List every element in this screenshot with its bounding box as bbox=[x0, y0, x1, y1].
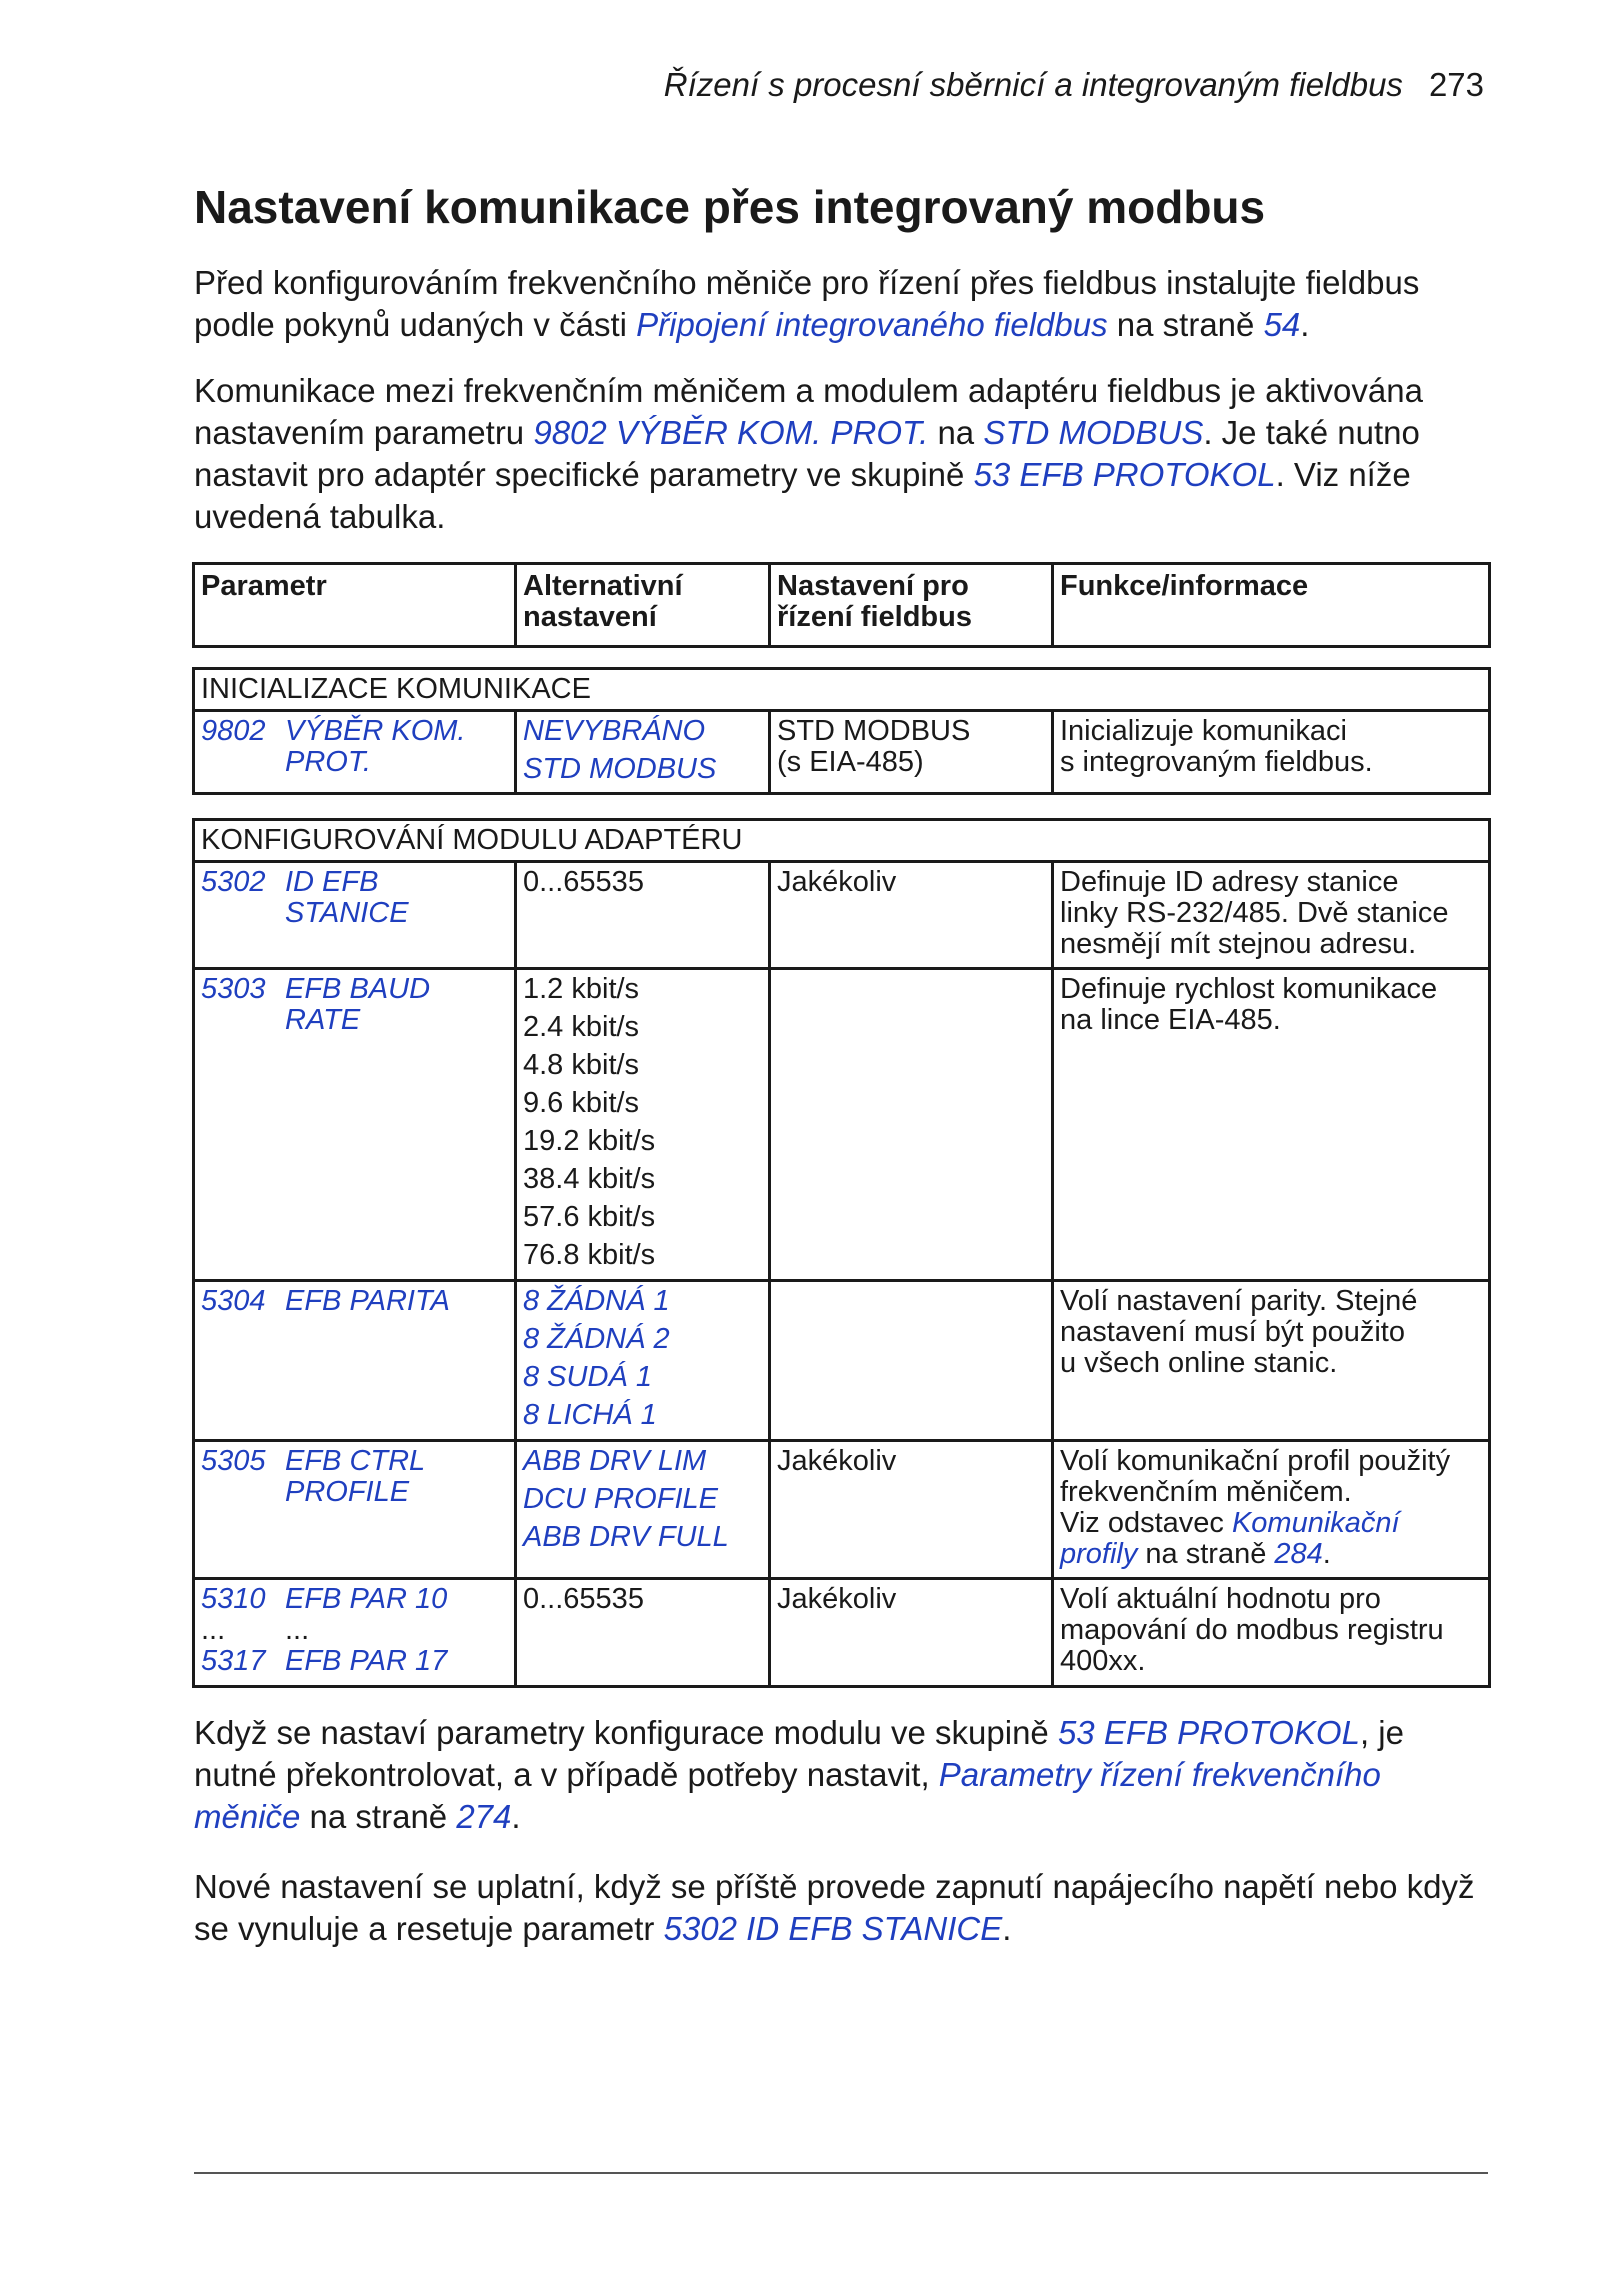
link-page-274[interactable]: 274 bbox=[456, 1798, 512, 1835]
col-header-parametr: Parametr bbox=[194, 564, 516, 647]
para1-text: Před konfigurováním frekvenčního měniče pro řízení přes fieldbus instalujte fieldbus podle pokynů udaných v části bbox=[194, 264, 1420, 343]
link-5302[interactable]: 5302 ID EFB STANICE bbox=[663, 1910, 1003, 1947]
para4-text2: . bbox=[1002, 1910, 1012, 1947]
param-number[interactable]: 5317 bbox=[201, 1645, 266, 1677]
param-name[interactable]: EFB PAR 10 bbox=[285, 1583, 448, 1615]
param-5302[interactable] bbox=[194, 862, 516, 969]
running-head bbox=[664, 66, 1484, 104]
alt-value: 19.2 kbit/s bbox=[523, 1125, 656, 1157]
link-komunikacni-profily-cont[interactable]: profily bbox=[1060, 1538, 1138, 1570]
alt-cell bbox=[516, 969, 770, 1281]
col-header-alternativni: Alternativní nastavení bbox=[516, 564, 770, 647]
param-5305[interactable] bbox=[194, 1441, 516, 1579]
param-number[interactable]: 5303 bbox=[201, 973, 266, 1005]
section-title-init: INICIALIZACE KOMUNIKACE bbox=[194, 669, 1490, 711]
alt-value[interactable]: 8 LICHÁ 1 bbox=[523, 1399, 657, 1431]
param-9802[interactable] bbox=[194, 711, 516, 794]
setting-value: Jakékoliv bbox=[770, 1441, 1053, 1579]
info-line: Definuje ID adresy stanice bbox=[1060, 866, 1399, 898]
setting-value: STD MODBUS bbox=[777, 715, 971, 747]
alt-value: 9.6 kbit/s bbox=[523, 1087, 640, 1119]
footer-rule bbox=[194, 2172, 1488, 2174]
info-line bbox=[1060, 1539, 1482, 1570]
info-cell bbox=[1053, 1441, 1490, 1579]
link-pripojeni[interactable]: Připojení integrovaného fieldbus bbox=[636, 306, 1108, 343]
info-cell bbox=[1053, 1579, 1490, 1687]
final-paragraph bbox=[194, 1866, 1494, 1950]
param-number[interactable]: 5310 bbox=[201, 1583, 266, 1615]
para3-text: Když se nastaví parametry konfigurace modulu ve skupině bbox=[194, 1714, 1058, 1751]
info-line: Volí nastavení parity. Stejné bbox=[1060, 1285, 1418, 1317]
info-cell bbox=[1053, 969, 1490, 1281]
link-parametry-rizeni[interactable]: Parametry řízení frekvenčního měniče bbox=[194, 1756, 1381, 1835]
table-row bbox=[194, 969, 1490, 1281]
param-5310-5317[interactable] bbox=[194, 1579, 516, 1687]
ellipsis: ... bbox=[285, 1614, 310, 1646]
table-row bbox=[194, 1579, 1490, 1687]
param-name[interactable]: ID EFB bbox=[285, 866, 379, 898]
para2-text: Komunikace mezi frekvenčním měničem a modulem adaptéru fieldbus je aktivována nastavením parametru bbox=[194, 372, 1423, 451]
param-name[interactable]: EFB PAR 17 bbox=[285, 1645, 448, 1677]
param-name[interactable]: EFB BAUD bbox=[285, 973, 431, 1005]
setting-cell-empty bbox=[770, 1281, 1053, 1441]
para3-text3: na straně bbox=[300, 1798, 457, 1835]
info-text: Viz odstavec bbox=[1060, 1507, 1232, 1539]
param-number[interactable]: 5305 bbox=[201, 1445, 266, 1477]
para2-text4: . Viz níže uvedená tabulka. bbox=[194, 456, 1411, 535]
info-line: Volí aktuální hodnotu pro bbox=[1060, 1583, 1381, 1615]
param-name-cont[interactable]: RATE bbox=[285, 1004, 361, 1036]
link-std-modbus[interactable]: STD MODBUS bbox=[983, 414, 1204, 451]
param-number[interactable]: 5304 bbox=[201, 1285, 266, 1317]
alt-value[interactable]: NEVYBRÁNO bbox=[523, 715, 706, 747]
param-5303[interactable] bbox=[194, 969, 516, 1281]
alt-value[interactable]: STD MODBUS bbox=[523, 753, 717, 785]
info-line: Definuje rychlost komunikace bbox=[1060, 973, 1438, 1005]
table-header bbox=[192, 562, 1491, 648]
link-53-efb[interactable]: 53 EFB PROTOKOL bbox=[973, 456, 1276, 493]
info-text: . bbox=[1322, 1538, 1331, 1570]
link-9802[interactable]: 9802 VÝBĚR KOM. PROT. bbox=[533, 414, 929, 451]
info-line bbox=[1060, 1508, 1482, 1539]
info-line: mapování do modbus registru bbox=[1060, 1614, 1444, 1646]
alt-value[interactable]: 8 ŽÁDNÁ 1 bbox=[523, 1285, 670, 1317]
info-text: na straně bbox=[1137, 1538, 1275, 1570]
param-number[interactable]: 5302 bbox=[201, 866, 266, 898]
info-line: nesmějí mít stejnou adresu. bbox=[1060, 928, 1417, 960]
para1-text2: na straně bbox=[1107, 306, 1264, 343]
table-row bbox=[194, 1281, 1490, 1441]
alt-value: 76.8 kbit/s bbox=[523, 1239, 656, 1271]
para4-text: Nové nastavení se uplatní, když se příště provede zapnutí napájecího napětí nebo když se vynuluje a resetuje parametr bbox=[194, 1868, 1475, 1947]
param-name[interactable]: VÝBĚR KOM. bbox=[285, 715, 466, 747]
alt-value: 38.4 kbit/s bbox=[523, 1163, 656, 1195]
alt-value[interactable]: ABB DRV FULL bbox=[523, 1521, 729, 1553]
info-line: Inicializuje komunikaci bbox=[1060, 715, 1347, 747]
alt-cell bbox=[516, 711, 770, 794]
alt-value: 57.6 kbit/s bbox=[523, 1201, 656, 1233]
info-line: na lince EIA-485. bbox=[1060, 1004, 1281, 1036]
para3-text2: , je nutné překontrolovat, a v případě potřeby nastavit, bbox=[194, 1714, 1404, 1793]
param-name[interactable]: EFB CTRL bbox=[285, 1445, 426, 1477]
setting-note: (s EIA-485) bbox=[777, 746, 924, 778]
section-title-config: KONFIGUROVÁNÍ MODULU ADAPTÉRU bbox=[194, 820, 1490, 862]
para2-text3: . Je také nutno nastavit pro adaptér specifické parametry ve skupině bbox=[194, 414, 1420, 493]
table-row bbox=[194, 1441, 1490, 1579]
link-page-54[interactable]: 54 bbox=[1263, 306, 1301, 343]
alt-range: 0...65535 bbox=[516, 1579, 770, 1687]
alt-value: 4.8 kbit/s bbox=[523, 1049, 640, 1081]
table-init-section bbox=[192, 667, 1491, 795]
param-name-cont[interactable]: PROT. bbox=[285, 746, 371, 778]
section-heading: Nastavení komunikace přes integrovaný modbus bbox=[194, 181, 1266, 233]
link-page-284[interactable]: 284 bbox=[1274, 1538, 1323, 1570]
config-note-paragraph bbox=[194, 1712, 1494, 1838]
alt-value[interactable]: DCU PROFILE bbox=[523, 1483, 718, 1515]
alt-value[interactable]: 8 ŽÁDNÁ 2 bbox=[523, 1323, 670, 1355]
table-row bbox=[194, 862, 1490, 969]
alt-cell bbox=[516, 1441, 770, 1579]
table-config-section bbox=[192, 818, 1491, 1688]
info-line: nastavení musí být použito bbox=[1060, 1316, 1405, 1348]
para1-text3: . bbox=[1300, 306, 1310, 343]
param-name[interactable]: EFB PARITA bbox=[285, 1285, 450, 1317]
setting-value: Jakékoliv bbox=[770, 1579, 1053, 1687]
info-cell bbox=[1053, 711, 1490, 794]
info-cell bbox=[1053, 862, 1490, 969]
setting-cell-empty bbox=[770, 969, 1053, 1281]
col-header-nastaveni: Nastavení pro řízení fieldbus bbox=[770, 564, 1053, 647]
running-head-title: Řízení s procesní sběrnicí a integrovaným fieldbus bbox=[663, 66, 1403, 103]
setting-value: Jakékoliv bbox=[770, 862, 1053, 969]
alt-value[interactable]: ABB DRV LIM bbox=[523, 1445, 707, 1477]
intro-paragraph bbox=[194, 262, 1494, 346]
info-cell bbox=[1053, 1281, 1490, 1441]
param-name-cont[interactable]: STANICE bbox=[285, 897, 409, 929]
link-53-efb-2[interactable]: 53 EFB PROTOKOL bbox=[1057, 1714, 1360, 1751]
col-header-funkce: Funkce/informace bbox=[1053, 564, 1490, 647]
para2-text2: na bbox=[928, 414, 984, 451]
ellipsis: ... bbox=[201, 1614, 226, 1646]
table-row bbox=[194, 711, 1490, 794]
info-line: s integrovaným fieldbus. bbox=[1060, 746, 1373, 778]
info-line: linky RS-232/485. Dvě stanice bbox=[1060, 897, 1449, 929]
param-name-cont[interactable]: PROFILE bbox=[285, 1476, 410, 1508]
activation-paragraph bbox=[194, 370, 1494, 538]
info-line: Volí komunikační profil použitý bbox=[1060, 1445, 1451, 1477]
param-number[interactable]: 9802 bbox=[201, 715, 266, 747]
alt-cell bbox=[516, 1281, 770, 1441]
alt-value: 1.2 kbit/s bbox=[523, 973, 640, 1005]
param-5304[interactable] bbox=[194, 1281, 516, 1441]
info-line: u všech online stanic. bbox=[1060, 1347, 1338, 1379]
alt-range: 0...65535 bbox=[516, 862, 770, 969]
alt-value: 2.4 kbit/s bbox=[523, 1011, 640, 1043]
info-line: 400xx. bbox=[1060, 1645, 1146, 1677]
alt-value[interactable]: 8 SUDÁ 1 bbox=[523, 1361, 652, 1393]
page-number: 273 bbox=[1428, 66, 1484, 103]
link-komunikacni-profily[interactable]: Komunikační bbox=[1231, 1507, 1400, 1539]
para3-text4: . bbox=[511, 1798, 521, 1835]
setting-cell bbox=[770, 711, 1053, 794]
info-line: frekvenčním měničem. bbox=[1060, 1476, 1352, 1508]
